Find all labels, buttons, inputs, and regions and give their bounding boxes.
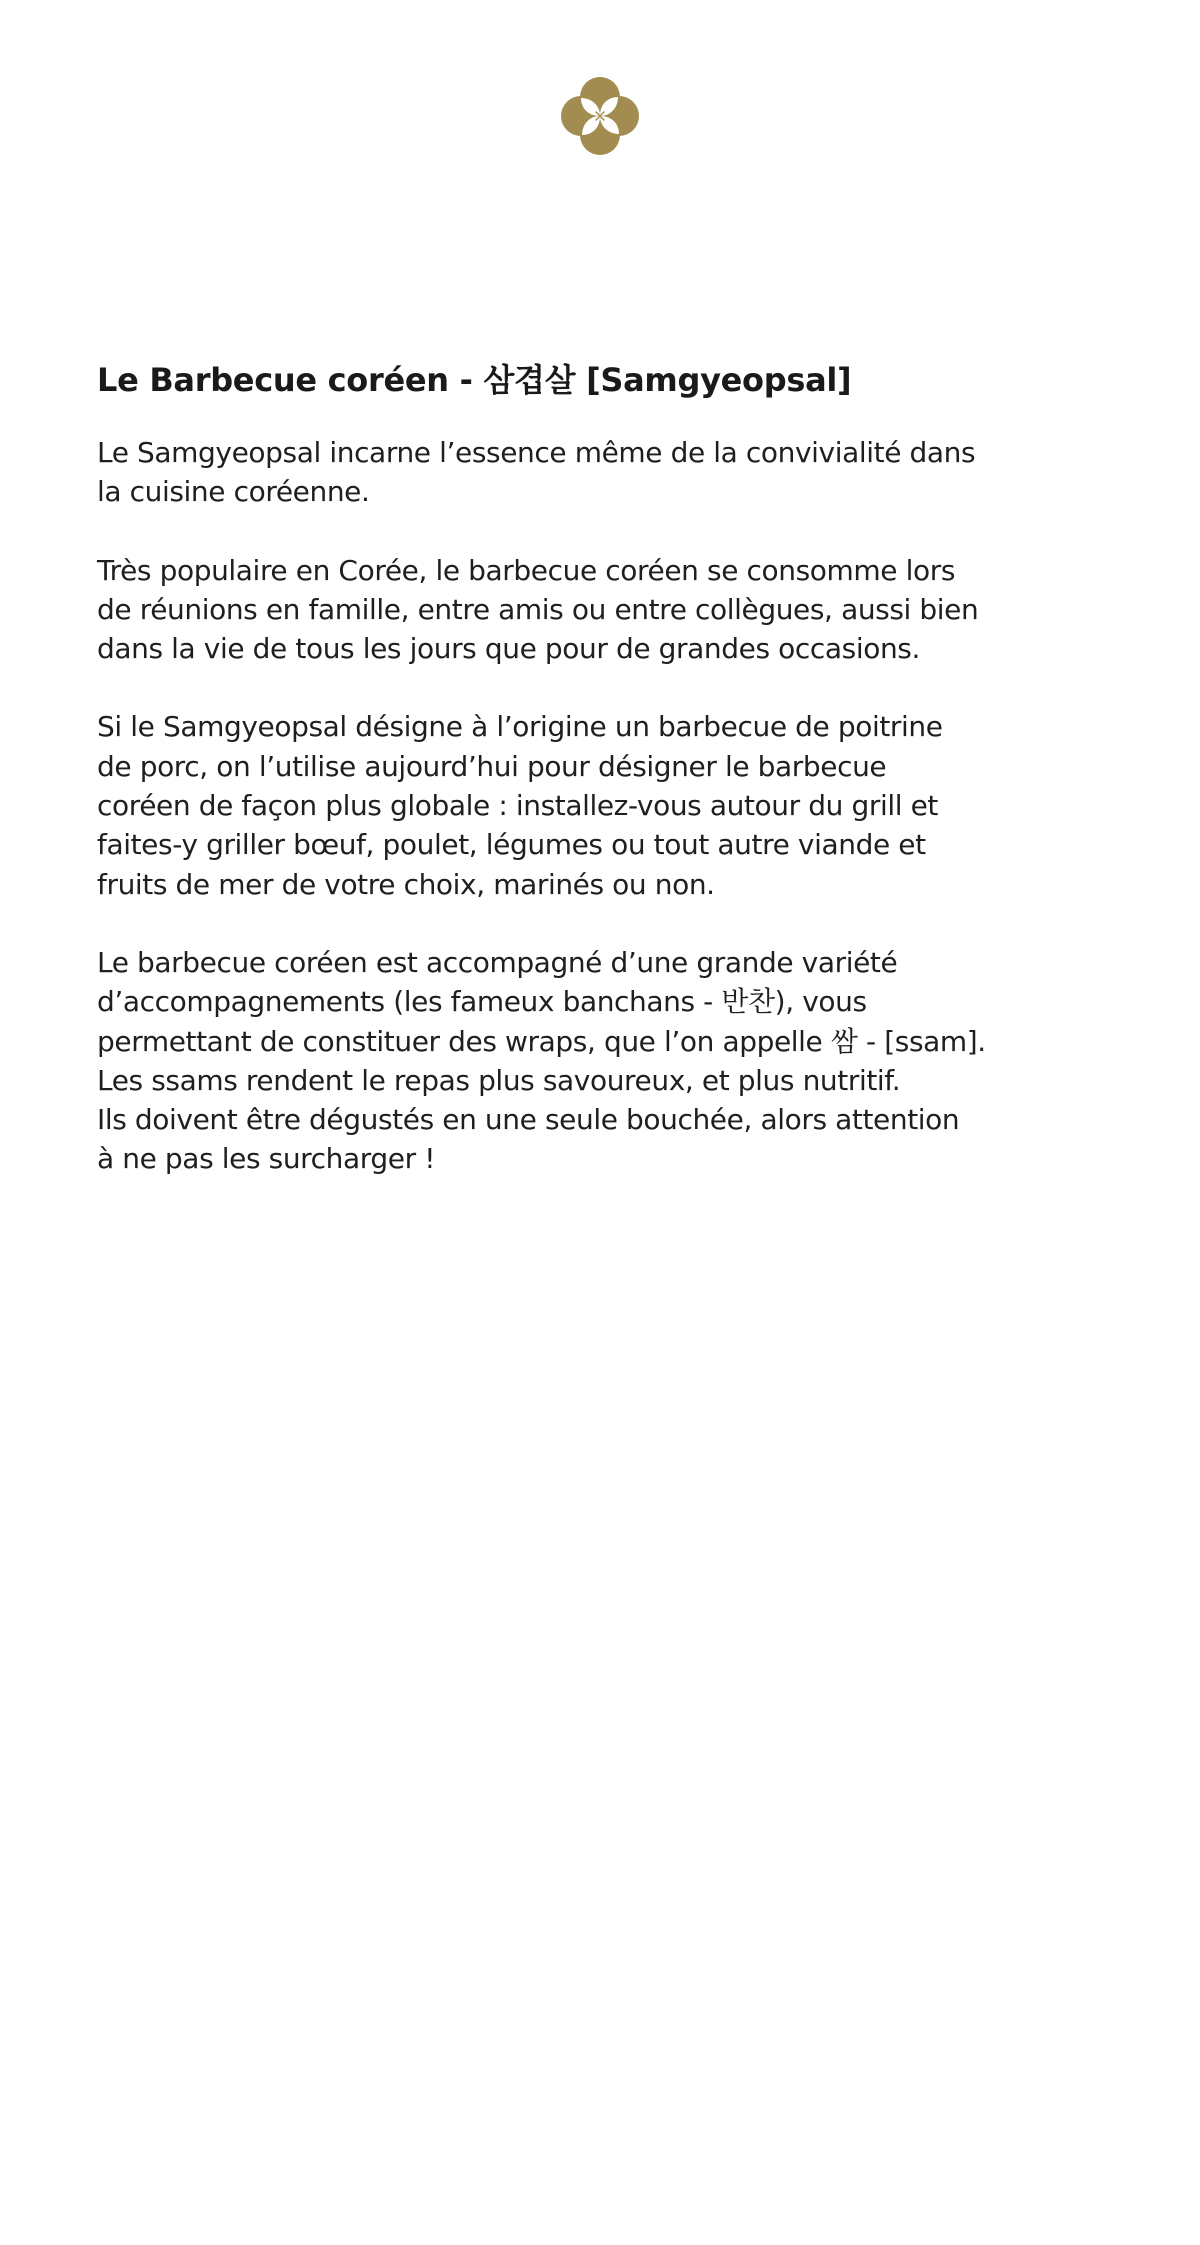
text-line: coréen de façon plus globale : installez-vous autour du grill et <box>97 789 938 823</box>
text-line: d’accompagnements (les fameux banchans - 반찬), vous <box>97 985 867 1019</box>
four-petal-flower-logo-icon <box>560 76 640 156</box>
text-line: de réunions en famille, entre amis ou entre collègues, aussi bien <box>97 592 979 626</box>
text-line: Le Samgyeopsal incarne l’essence même de la convivialité dans <box>97 436 976 469</box>
text-line: de porc, on l’utilise aujourd’hui pour désigner le barbecue <box>97 749 887 783</box>
paragraph-intro <box>97 433 1137 512</box>
paragraph-banchans <box>97 943 1137 1179</box>
text-line: dans la vie de tous les jours que pour de grandes occasions. <box>97 632 920 666</box>
text-line: Le barbecue coréen est accompagné d’une grande variété <box>97 945 898 979</box>
text-line: Ils doivent être dégustés en une seule bouchée, alors attention <box>97 1103 960 1137</box>
text-line: faites-y griller bœuf, poulet, légumes ou tout autre viande et <box>97 828 926 862</box>
text-line: fruits de mer de votre choix, marinés ou non. <box>97 867 715 901</box>
brand-logo <box>560 76 640 156</box>
paragraph-origin <box>97 707 1137 903</box>
text-line: à ne pas les surcharger ! <box>97 1142 436 1176</box>
text-line: Très populaire en Corée, le barbecue coréen se consomme lors <box>97 553 956 587</box>
article-title: Le Barbecue coréen - 삼겹살 [Samgyeopsal] <box>97 361 852 399</box>
paragraph-popularity <box>97 551 1137 669</box>
text-line: la cuisine coréenne. <box>97 475 370 509</box>
text-line: Les ssams rendent le repas plus savoureux, et plus nutritif. <box>97 1063 901 1097</box>
text-line: Si le Samgyeopsal désigne à l’origine un barbecue de poitrine <box>97 710 943 744</box>
text-line: permettant de constituer des wraps, que l’on appelle 쌈 - [ssam]. <box>97 1024 986 1058</box>
article <box>97 355 1137 1179</box>
